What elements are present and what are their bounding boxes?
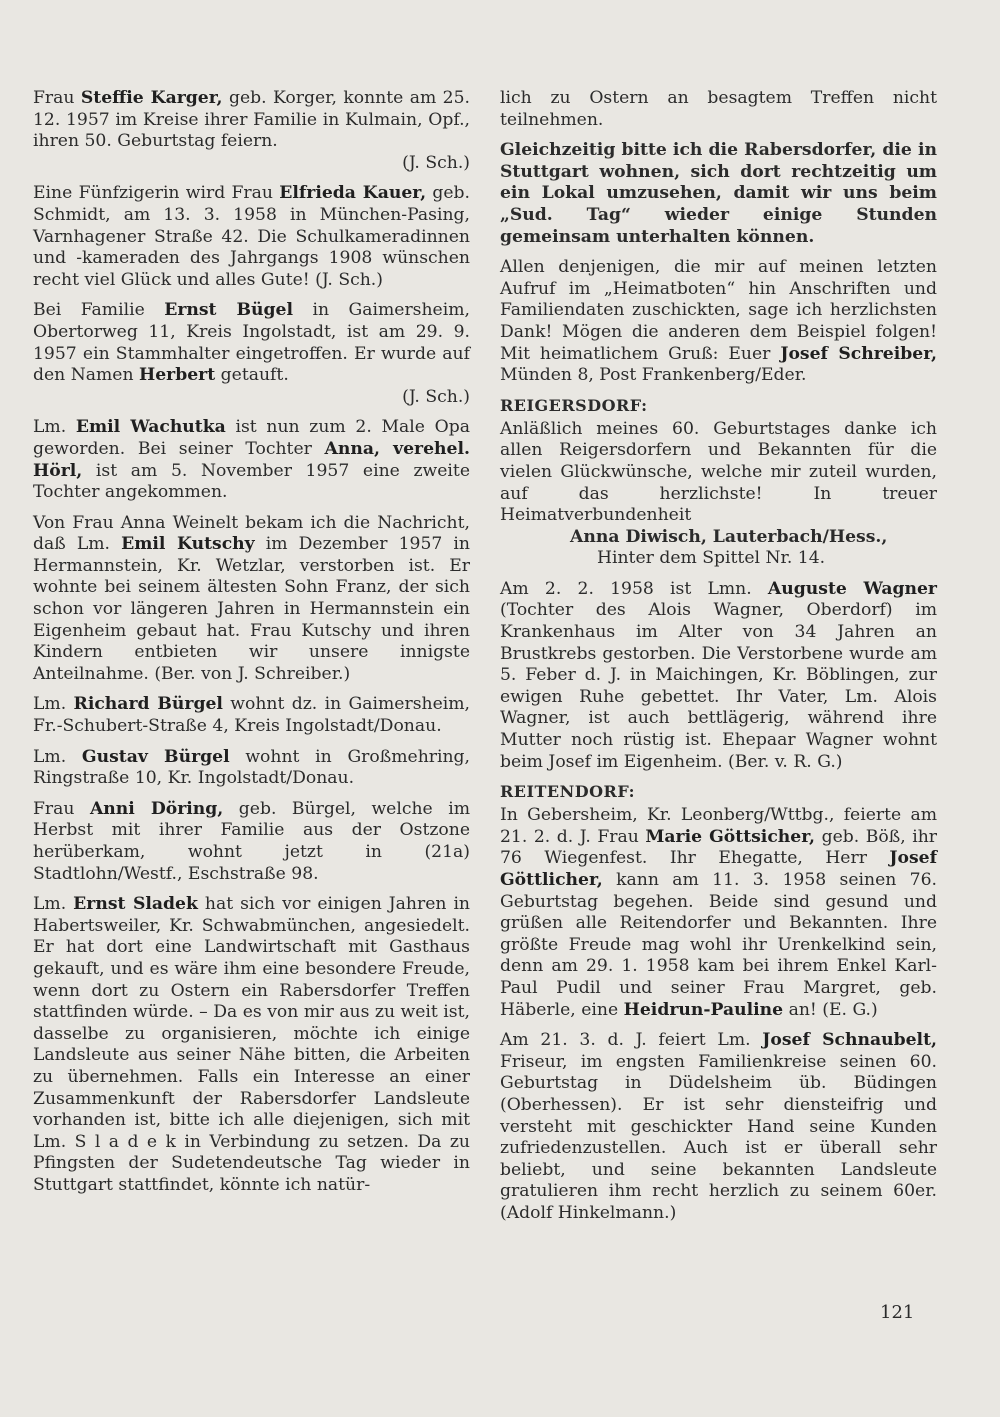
- person-name: Auguste Wagner: [767, 578, 937, 599]
- person-name: Steffie Karger,: [80, 88, 223, 108]
- person-name: Ernst Bügel: [164, 300, 293, 321]
- person-name: Emil Wachutka: [75, 417, 226, 438]
- person-name: Emil Kutschy: [121, 534, 255, 555]
- person-name: Ernst Sladek: [73, 894, 198, 915]
- signature-name: Anna Diwisch, Lauterbach/Hess.,: [570, 526, 888, 547]
- notice-diwisch: Anläßlich meines 60. Geburtstages danke ich allen Reigersdorfern und Bekannten für die vielen Glückwünsche, welche mir zuteil wurden, auf das herzlichste! In treuer Heimatverbundenheit Anna Diwisch, Lauterbach/Hess., Hinter dem Spittel Nr. 14.: [500, 418, 937, 569]
- signature-address: Hinter dem Spittel Nr. 14.: [597, 548, 826, 569]
- notice-buegel-ernst: Bei Familie Ernst Bügel in Gaimersheim, Obertorweg 11, Kreis Ingolstadt, ist am 29. 9. 1957 ein Stammhalter eingetroffen. Er wurde auf den Namen Herbert getauft. (J. Sch.): [33, 300, 470, 407]
- left-column: [33, 88, 470, 1206]
- notice-doering: Frau Anni Döring, geb. Bürgel, welche im Herbst mit ihrer Familie aus der Ostzone herüberkam, wohnt jetzt in (21a) Stadtlohn/Westf., Eschstraße 98.: [33, 798, 470, 884]
- section-heading-reigersdorf: REIGERSDORF:: [500, 395, 648, 415]
- person-name: Josef Schnaubelt,: [762, 1030, 938, 1051]
- person-name: Anni Döring,: [89, 798, 224, 819]
- notice-buergel-gustav: Lm. Gustav Bürgel wohnt in Großmehring, Ringstraße 10, Kr. Ingolstadt/Donau.: [33, 746, 471, 789]
- person-name: Herbert: [139, 365, 216, 386]
- person-name: Heidrun-Pauline: [623, 999, 784, 1020]
- notice-wagner: Am 2. 2. 1958 ist Lmn. Auguste Wagner (Tochter des Alois Wagner, Oberdorf) im Krankenhaus im Alter von 34 Jahren an Brustkrebs gestorben. Die Verstorbene wurde am 5. Feber d. J. in Maichingen, Kr. Böblingen, zur ewigen Ruhe gebettet. Ihr Vater, Lm. Alois Wagner, ist auch bettlägerig, während ihre Mutter noch rüstig ist. Ehepaar Wagner wohnt beim Josef im Eigenheim. (Ber. v. R. G.): [500, 578, 937, 772]
- notice-kauer: Eine Fünfzigerin wird Frau Elfrieda Kauer, geb. Schmidt, am 13. 3. 1958 in München-Pasing, Varnhagener Straße 42. Die Schulkameradinnen und -kameraden des Jahrgangs 1908 wünschen recht viel Glück und alles Gute! (J. Sch.): [33, 183, 470, 290]
- notice-sladek: Lm. Ernst Sladek hat sich vor einigen Jahren in Habertsweiler, Kr. Schwabmünchen, angesiedelt. Er hat dort eine Landwirtschaft mit Gasthaus gekauft, und es wäre ihm eine besondere Freude, wenn dort zu Ostern ein Rabersdorfer Treffen stattfinden würde. – Da es von mir aus zu weit ist, dasselbe zu organisieren, möchte ich einige Landsleute aus seiner Nähe bitten, die Arbeiten zu übernehmen. Falls ein Interesse an einer Zusammenkunft der Rabersdorfer Landsleute vorhanden ist, bitte ich alle diejenigen, sich mit Lm. S l a d e k in Verbindung zu setzen. Da zu Pfingsten der Sudetendeutsche Tag wieder in Stuttgart stattfindet, könnte ich natür-: [33, 894, 471, 1195]
- person-name: Anna, verehel. Hörl,: [33, 438, 470, 481]
- notice-wachutka: Lm. Emil Wachutka ist nun zum 2. Male Opa geworden. Bei seiner Tochter Anna, verehel. Hörl, ist am 5. November 1957 eine zweite Tochter angekommen.: [33, 417, 470, 503]
- notice-buergel-richard: Lm. Richard Bürgel wohnt dz. in Gaimersheim, Fr.-Schubert-Straße 4, Kreis Ingolstadt/Donau.: [33, 694, 471, 737]
- person-name: Marie Göttsicher,: [645, 826, 816, 847]
- section-heading-reitendorf: REITENDORF:: [500, 782, 636, 802]
- notice-thanks: Allen denjenigen, die mir auf meinen letzten Aufruf im „Heimatboten“ hin Anschriften und Familiendaten zuschickten, sage ich herzlichsten Dank! Mögen die anderen dem Beispiel folgen! Mit heimatlichem Gruß: Euer Josef Schreiber, Münden 8, Post Frankenberg/Eder.: [500, 257, 937, 386]
- notice-karger: Frau Steffie Karger, geb. Korger, konnte am 25. 12. 1957 im Kreise ihrer Familie in Kulmain, Opf., ihren 50. Geburtstag feiern. (J. Sch.): [33, 88, 471, 173]
- person-name: Richard Bürgel: [73, 694, 223, 715]
- author-signature: (J. Sch.): [402, 152, 470, 173]
- page-number: 121: [880, 1302, 915, 1323]
- notice-goettsicher: In Gebersheim, Kr. Leonberg/Wttbg., feierte am 21. 2. d. J. Frau Marie Göttsicher, geb. Böß, ihr 76 Wiegenfest. Ihr Ehegatte, Herr Josef Göttlicher, kann am 11. 3. 1958 seinen 76. Geburtstag begehen. Beide sind gesund und grüßen alle Reitendorfer und Bekannten. Ihre größte Freude mag wohl ihr Urenkelkind sein, denn am 29. 1. 1958 kam bei ihrem Enkel Karl-Paul Pudil und seiner Frau Margret, geb. Häberle, eine Heidrun-Pauline an! (E. G.): [500, 805, 937, 1020]
- person-name: Josef Göttlicher,: [500, 848, 937, 890]
- author-signature: (J. Sch.): [402, 386, 470, 407]
- person-name: Elfrieda Kauer,: [279, 183, 427, 204]
- person-name: Josef Schreiber,: [780, 343, 937, 364]
- notice-stuttgart-request: Gleichzeitig bitte ich die Rabersdorfer, die in Stuttgart wohnen, sich dort rechtzeitig um ein Lokal umzusehen, damit wir uns beim „Sud. Tag“ wieder einige Stunden gemeinsam unterhalten können.: [500, 140, 937, 247]
- notice-kutschy: Von Frau Anna Weinelt bekam ich die Nachricht, daß Lm. Emil Kutschy im Dezember 1957 in Hermannstein, Kr. Wetzlar, verstorben ist. Er wohnte bei seinem ältesten Sohn Franz, der sich schon vor längeren Jahren in Hermannstein ein Eigenheim gebaut hat. Frau Kutschy und ihren Kindern entbieten wir unsere innigste Anteilnahme. (Ber. von J. Schreiber.): [33, 512, 470, 684]
- notice-continuation: lich zu Ostern an besagtem Treffen nicht teilnehmen.: [500, 88, 937, 130]
- right-column: [500, 88, 937, 1234]
- notice-schnaubelt: Am 21. 3. d. J. feiert Lm. Josef Schnaubelt, Friseur, im engsten Familienkreise seinen 60. Geburtstag in Düdelsheim üb. Büdingen (Oberhessen). Er ist sehr diensteifrig und versteht mit geschickter Hand seine Kunden zufriedenzustellen. Auch ist er überall sehr beliebt, und seine bekannten Landsleute gratulieren ihm recht herzlich zu seinem 60er. (Adolf Hinkelmann.): [500, 1030, 938, 1223]
- person-name: Gustav Bürgel: [81, 746, 230, 767]
